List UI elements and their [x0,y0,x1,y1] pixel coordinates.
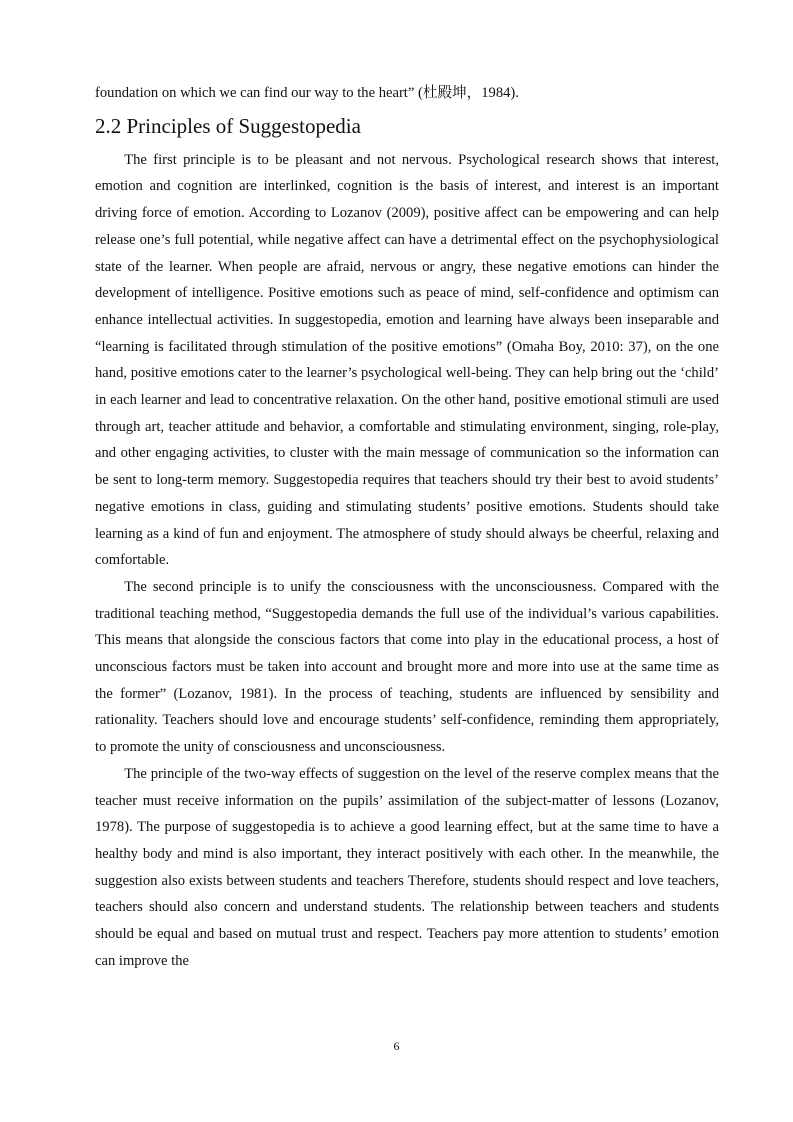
paragraph-second-principle: The second principle is to unify the consciousness with the unconsciousness. Compared with the traditional teaching method, “Suggestopedia demands the full use of the individual’s various capabilities. This means that alongside the conscious factors that come into play in the educational process, a host of unconscious factors must be taken into account and brought more and more into use at the same time as the former” (Lozanov, 1981). In the process of teaching, students are influenced by sensibility and rationality. Teachers should love and encourage students’ self-confidence, reminding them appropriately, to promote the unity of consciousness and unconsciousness. [95,578,719,756]
page-number: 6 [393,1039,400,1053]
document-page [95,80,719,975]
section-heading: 2.2 Principles of Suggestopedia [95,113,361,138]
paragraph-first-principle: The first principle is to be pleasant and not nervous. Psychological research shows that interest, emotion and cognition are interlinked, cognition is the basis of interest, and interest is an important driving force of emotion. According to Lozanov (2009), positive affect can be empowering and can help release one’s full potential, while negative affect can have a detrimental effect on the psychophysiological state of the learner. When people are afraid, nervous or angry, these negative emotions can hinder the development of intelligence. Positive emotions such as peace of mind, self-confidence and optimism can enhance intellectual activities. In suggestopedia, emotion and learning have always been inseparable and “learning is facilitated through stimulation of the positive emotions” (Omaha Boy, 2010: 37), on the one hand, positive emotions cater to the learner’s psychological well-being. They can help bring out the ‘child’ in each learner and lead to concentrative relaxation. On the other hand, positive emotional stimuli are used through art, teacher attitude and behavior, a comfortable and stimulating environment, singing, role-play, and other engaging activities, to cluster with the main message of communication so the information can be sent to long-term memory. Suggestopedia requires that teachers should try their best to avoid students’ negative emotions in class, guiding and stimulating students’ positive emotions. Students should take learning as a kind of fun and enjoyment. The atmosphere of study should always be cheerful, relaxing and comfortable. [95,151,719,569]
continuation-text: foundation on which we can find our way to the heart” (杜殿坤，1984). [95,85,519,101]
paragraph-two-way-effects: The principle of the two-way effects of suggestion on the level of the reserve complex means that the teacher must receive information on the pupils’ assimilation of the subject-matter of lessons (Lozanov, 1978). The purpose of suggestopedia is to achieve a good learning effect, but at the same time to have a healthy body and mind is also important, they interact positively with each other. In the meanwhile, the suggestion also exists between students and teachers Therefore, students should respect and love teachers, teachers should also concern and understand students. The relationship between teachers and students should be equal and based on mutual trust and respect. Teachers pay more attention to students’ emotion can improve the [95,765,719,969]
